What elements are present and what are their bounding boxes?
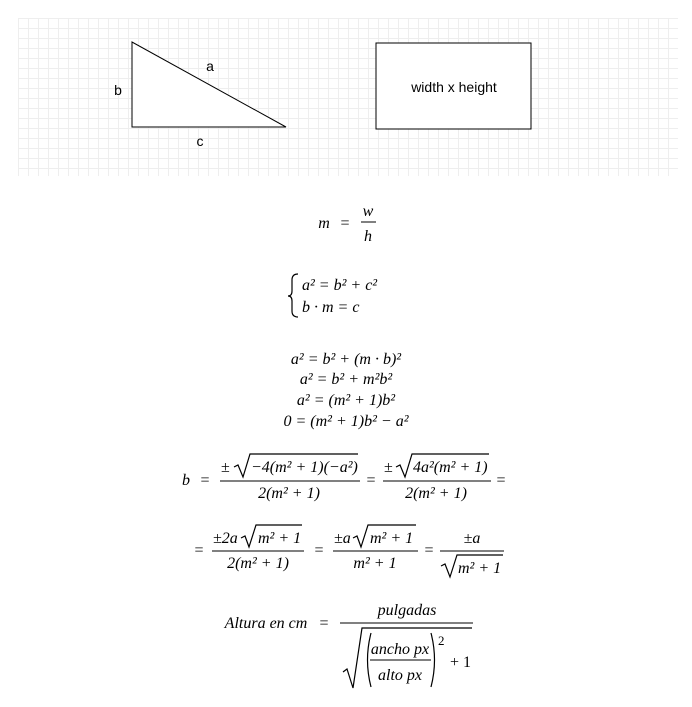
quadratic-radicand-2: 4a²(m² + 1) <box>413 459 488 476</box>
simplify-num-2-prefix: ±a <box>334 530 351 547</box>
final-equals: = <box>319 615 329 632</box>
final-right-paren <box>431 633 435 687</box>
simplify-den-1: 2(m² + 1) <box>227 555 289 572</box>
final-lhs: Altura en cm <box>224 615 308 632</box>
right-triangle <box>132 42 286 127</box>
simplify-num-1-radicand: m² + 1 <box>258 530 302 547</box>
system-line-2: b · m = c <box>302 299 360 316</box>
derivation-line-3: a² = (m² + 1)b² <box>296 392 396 409</box>
final-plus-one: + 1 <box>450 654 472 671</box>
final-formula <box>224 602 473 688</box>
final-inner-denominator: alto px <box>378 667 422 684</box>
simplification <box>194 525 504 577</box>
derivation-block <box>284 351 410 430</box>
simplify-num-1-prefix: ±2a <box>213 530 238 547</box>
slope-denominator: h <box>364 228 372 245</box>
quadratic-solution <box>182 454 506 502</box>
quadratic-radicand-1: −4(m² + 1)(−a²) <box>251 459 358 476</box>
simplify-den-2: m² + 1 <box>353 555 397 572</box>
slope-lhs: m <box>318 215 330 232</box>
rectangle-label: width x height <box>411 79 497 95</box>
final-inner-numerator: ancho px <box>370 641 430 658</box>
side-c-label: c <box>196 133 204 149</box>
simplify-equals-mid: = <box>314 542 324 559</box>
side-b-label: b <box>114 82 122 98</box>
quadratic-denominator-1: 2(m² + 1) <box>258 485 320 502</box>
hypotenuse-label: a <box>206 58 214 74</box>
final-numerator: pulgadas <box>377 602 437 619</box>
equation-system <box>288 274 378 317</box>
system-brace <box>288 274 298 317</box>
quadratic-denominator-2: 2(m² + 1) <box>405 485 467 502</box>
quadratic-lhs: b <box>182 472 190 489</box>
derivation-line-2: a² = b² + m²b² <box>299 371 393 388</box>
slope-equals: = <box>340 215 350 232</box>
derivation-line-1: a² = b² + (m · b)² <box>290 351 402 368</box>
quadratic-equals: = <box>200 472 210 489</box>
simplify-num-3: ±a <box>463 530 481 547</box>
system-line-1: a² = b² + c² <box>302 277 378 294</box>
quadratic-equals-2: = <box>366 472 376 489</box>
slope-numerator: w <box>362 203 374 220</box>
simplify-equals-start: = <box>194 542 204 559</box>
slope-equation <box>318 203 376 245</box>
derivation-line-4: 0 = (m² + 1)b² − a² <box>283 413 409 430</box>
quadratic-equals-end: = <box>496 472 506 489</box>
quadratic-pm-1: ± <box>221 459 230 476</box>
quadratic-pm-2: ± <box>384 459 393 476</box>
simplify-den-3-radicand: m² + 1 <box>458 560 502 577</box>
simplify-equals-end: = <box>424 542 434 559</box>
final-exponent: 2 <box>438 633 445 648</box>
simplify-num-2-radicand: m² + 1 <box>370 530 414 547</box>
